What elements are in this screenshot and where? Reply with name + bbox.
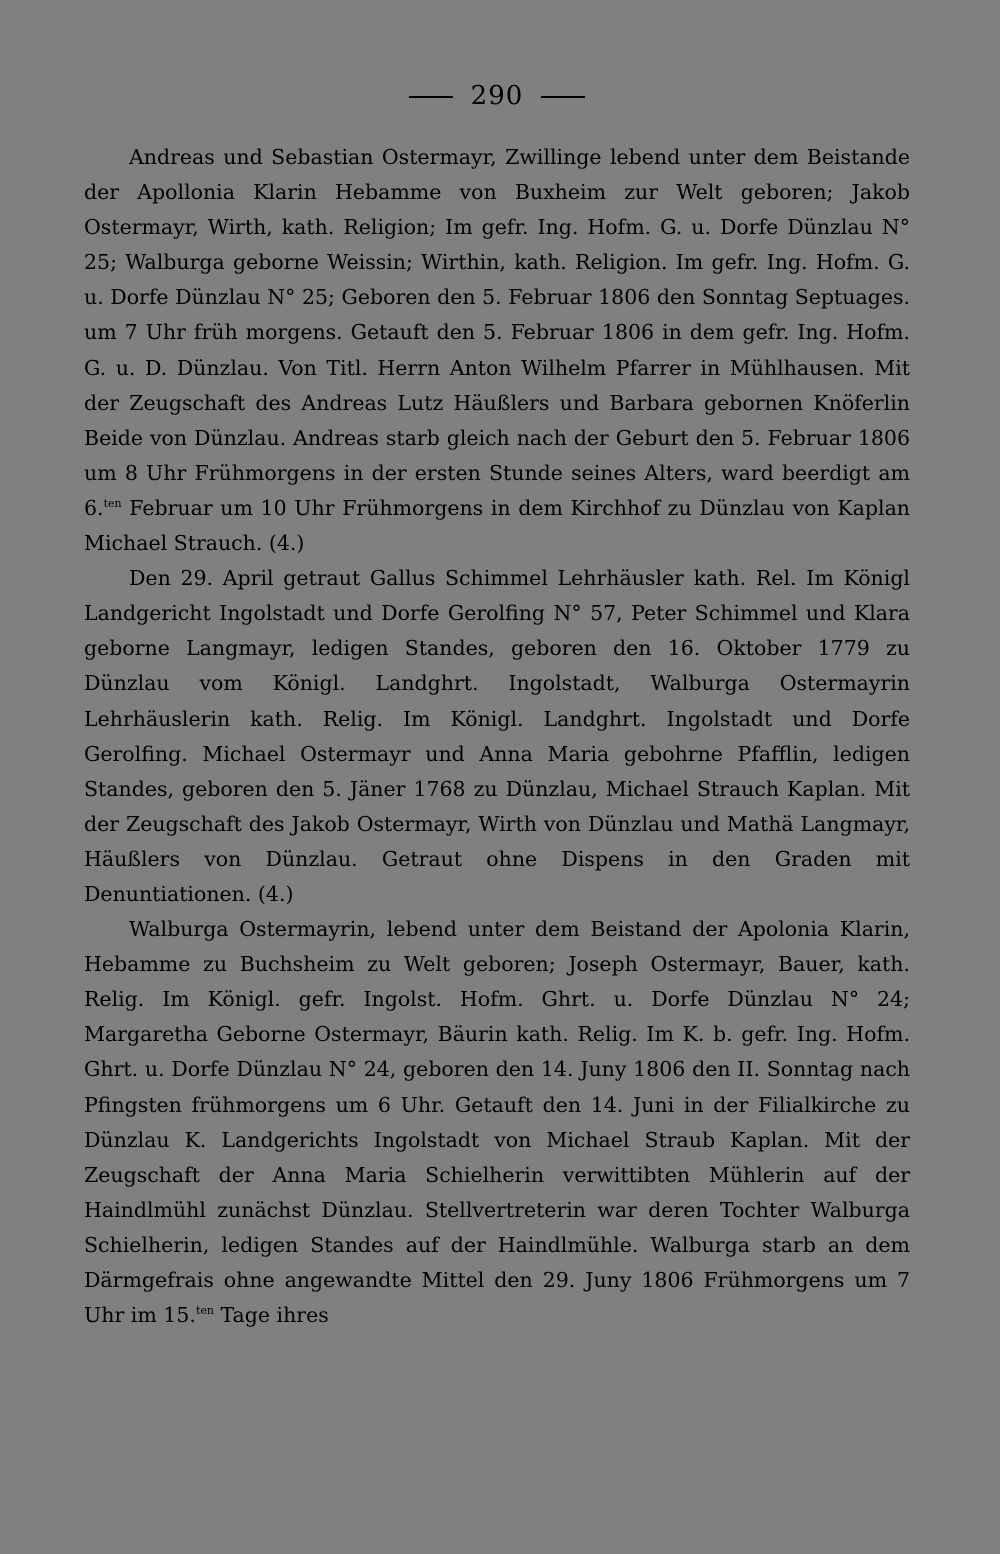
page-number-dash-left — [409, 96, 453, 98]
ordinal-suffix: ten — [195, 1304, 214, 1318]
page-number-text: 290 — [470, 81, 524, 111]
paragraph-birth-walburga: Walburga Ostermayrin, lebend unter dem Beistand der Apolonia Klarin, Hebamme zu Buchsheim zu Welt geboren; Joseph Ostermayr, Bauer, kath. Relig. Im Königl. gefr. Ingolst. Hofm. Ghrt. u. Dorfe Dünzlau N° 24; Margaretha Geborne Ostermayr, Bäurin kath. Relig. Im K. b. gefr. Ing. Hofm. Ghrt. u. Dorfe Dünzlau N° 24, geboren den 14. Juny 1806 den II. Sonntag nach Pfingsten frühmorgens um 6 Uhr. Getauft den 14. Juni in der Filialkirche zu Dünzlau K. Landgerichts Ingolstadt von Michael Straub Kaplan. Mit der Zeugschaft der Anna Maria Schielherin verwittibten Mühlerin auf der Haindlmühl zunächst Dünzlau. Stellvertreterin war deren Tochter Walburga Schielherin, ledigen Standes auf der Haindlmühle. Walburga starb an dem Därmgefrais ohne angewandte Mittel den 29. Juny 1806 Frühmorgens um 7 Uhr im 15.$^{ten}$ Tage ihres — [84, 917, 910, 1328]
page-number — [84, 76, 910, 116]
paragraph-marriage-gallus-schimmel: Den 29. April getraut Gallus Schimmel Lehrhäusler kath. Rel. Im Königl Landgericht Ingolstadt und Dorfe Gerolfing N° 57, Peter Schimmel und Klara geborne Langmayr, ledigen Standes, geboren den 16. Oktober 1779 zu Dünzlau vom Königl. Landghrt. Ingolstadt, Walburga Ostermayrin Lehrhäuslerin kath. Relig. Im Königl. Landghrt. Ingolstadt und Dorfe Gerolfing. Michael Ostermayr und Anna Maria gebohrne Pfafflin, ledigen Standes, geboren den 5. Jäner 1768 zu Dünzlau, Michael Strauch Kaplan. Mit der Zeugschaft des Jakob Ostermayr, Wirth von Dünzlau und Mathä Langmayr, Häußlers von Dünzlau. Getraut ohne Dispens in den Graden mit Denuntiationen. (4.) — [84, 566, 910, 906]
page-number-dash-right — [541, 96, 585, 98]
document-page — [84, 76, 910, 1333]
ordinal-suffix: ten — [103, 497, 122, 511]
body-text — [84, 140, 910, 1333]
paragraph-birth-andreas-sebastian: Andreas und Sebastian Ostermayr, Zwillinge lebend unter dem Beistande der Apollonia Klarin Hebamme von Buxheim zur Welt geboren; Jakob Ostermayr, Wirth, kath. Religion; Im gefr. Ing. Hofm. G. u. Dorfe Dünzlau N° 25; Walburga geborne Weissin; Wirthin, kath. Religion. Im gefr. Ing. Hofm. G. u. Dorfe Dünzlau N° 25; Geboren den 5. Februar 1806 den Sonntag Septuages. um 7 Uhr früh morgens. Getauft den 5. Februar 1806 in dem gefr. Ing. Hofm. G. u. D. Dünzlau. Von Titl. Herrn Anton Wilhelm Pfarrer in Mühlhausen. Mit der Zeugschaft des Andreas Lutz Häußlers und Barbara gebornen Knöferlin Beide von Dünzlau. Andreas starb gleich nach der Geburt den 5. Februar 1806 um 8 Uhr Frühmorgens in der ersten Stunde seines Alters, ward beerdigt am 6.$^{ten}$ Februar um 10 Uhr Frühmorgens in dem Kirchhof zu Dünzlau von Kaplan Michael Strauch. (4.) — [84, 145, 910, 556]
